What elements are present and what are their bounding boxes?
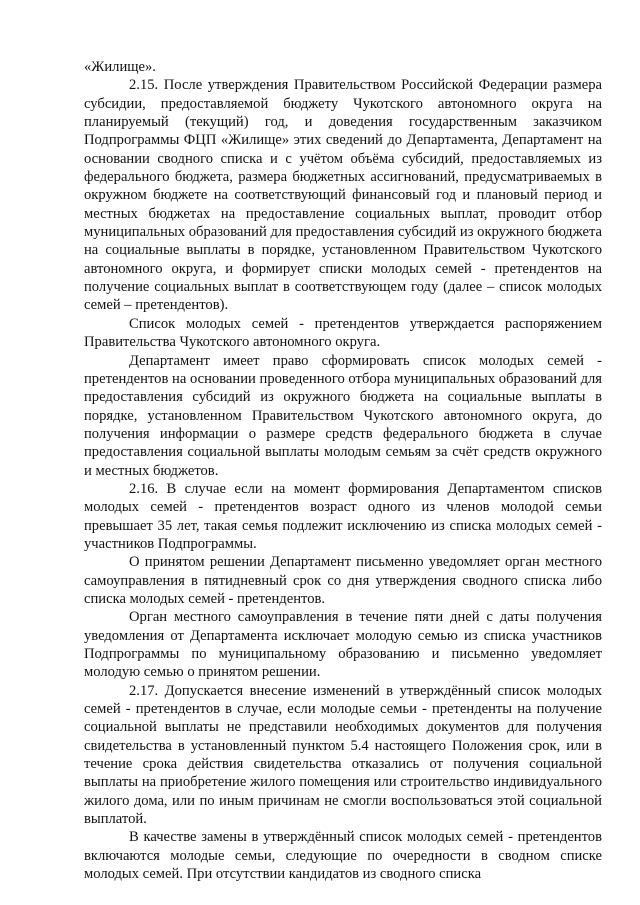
paragraph-2-17: 2.17. Допускается внесение изменений в утверждённый список молодых семей - претендентов в случае, если молодые семьи - претенденты на получение социальной выплаты не представили необходимых документов для получения свидетельства в установленный пунктом 5.4 настоящего Положения срок, или в течение срока действия свидетельства отказались от получения социальной выплаты на приобретение жилого помещения или строительство индивидуального жилого дома, или по иным причинам не смогли воспользоваться этой социальной выплатой. [84, 682, 602, 828]
continuation-paragraph: «Жилище». [84, 59, 156, 75]
paragraph-local-authority: Орган местного самоуправления в течение пяти дней с даты получения уведомления от Департамента исключает молодую семью из списка участников Подпрограммы по муниципальному образованию и письменно уведомляет молодую семью о принятом решении. [84, 609, 602, 681]
paragraph-2-15: 2.15. После утверждения Правительством Российской Федерации размера субсидии, предоставляемой бюджету Чукотского автономного округа на планируемый (текущий) год, и доведения государственным заказчиком Подпрограммы ФЦП «Жилище» этих сведений до Департамента, Департамент на основании сводного списка и с учётом объёма субсидий, предоставляемых из федерального бюджета, размера бюджетных ассигнований, предусматриваемых в окружном бюджете на соответствующий финансовый год и плановый период и местных бюджетах на предоставление социальных выплат, проводит отбор муниципальных образований для предоставления субсидий из окружного бюджета на социальные выплаты в порядке, установленном Правительством Чукотского автономного округа, и формирует списки молодых семей - претендентов на получение социальных выплат в соответствующем году (далее – список молодых семей – претендентов). [84, 77, 602, 314]
paragraph-decision-notice: О принятом решении Департамент письменно уведомляет орган местного самоуправления в пятидневный срок со дня утверждения сводного списка либо списка молодых семей - претендентов. [84, 554, 602, 607]
document-body [84, 58, 602, 883]
paragraph-department-right: Департамент имеет право сформировать список молодых семей - претендентов на основании проведенного отбора муниципальных образований для предоставления субсидий из окружного бюджета на социальные выплаты в порядке, установленном Правительством Чукотского автономного округа, до получения информации о размере средств федерального бюджета в случае предоставления социальной выплаты молодым семьям за счёт средств окружного и местных бюджетов. [84, 352, 602, 479]
paragraph-list-approval: Список молодых семей - претендентов утверждается распоряжением Правительства Чукотского автономного округа. [84, 315, 602, 351]
paragraph-replacement: В качестве замены в утверждённый список молодых семей - претендентов включаются молодые семьи, следующие по очередности в сводном списке молодых семей. При отсутствии кандидатов из сводного списка [84, 829, 602, 883]
paragraph-2-16: 2.16. В случае если на момент формирования Департаментом списков молодых семей - претендентов возраст одного из членов молодой семьи превышает 35 лет, такая семья подлежит исключению из списка молодых семей - участников Подпрограммы. [84, 480, 602, 552]
